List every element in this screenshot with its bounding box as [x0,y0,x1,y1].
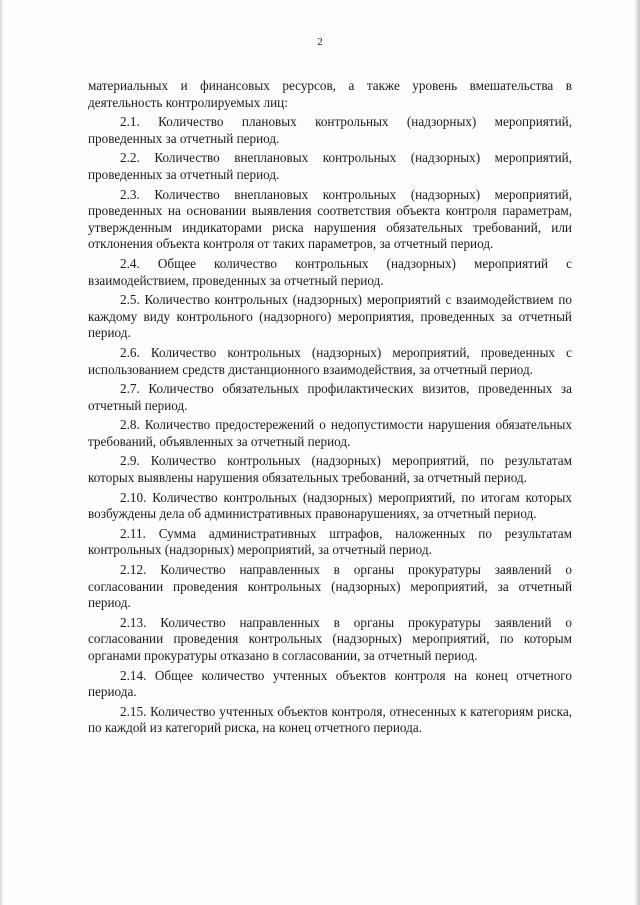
paragraph-2-9: 2.9. Количество контрольных (надзорных) мероприятий, по результатам которых выявлены нарушения обязательных требований, за отчетный период. [88,453,572,486]
paragraph-2-10: 2.10. Количество контрольных (надзорных) мероприятий, по итогам которых возбуждены дела об административных правонарушениях, за отчетный период. [88,489,572,522]
paragraph-2-7: 2.7. Количество обязательных профилактических визитов, проведенных за отчетный период. [88,381,572,413]
paragraph-2-6: 2.6. Количество контрольных (надзорных) мероприятий, проведенных с использованием средств дистанционного взаимодействия, за отчетный период. [88,344,572,377]
document-body [88,78,572,740]
scan-edge-right [635,0,640,905]
paragraph-2-11: 2.11. Сумма административных штрафов, наложенных по результатам контрольных (надзорных) мероприятий, за отчетный период. [88,525,572,558]
paragraph-2-3: 2.3. Количество внеплановых контрольных (надзорных) мероприятий, проведенных на основании выявления соответствия объекта контроля параметрам, утвержденным индикаторами риска нарушения обязательных требований, или отклонения объекта контроля от таких параметров, за отчетный период. [88,186,572,252]
paragraph-2-12: 2.12. Количество направленных в органы прокуратуры заявлений о согласовании проведения контрольных (надзорных) мероприятий, за отчетный период. [88,562,572,611]
paragraph-2-1: 2.1. Количество плановых контрольных (надзорных) мероприятий, проведенных за отчетный период. [88,114,572,146]
paragraph-intro: материальных и финансовых ресурсов, а также уровень вмешательства в деятельность контролируемых лиц: [88,78,572,110]
paragraph-2-2: 2.2. Количество внеплановых контрольных (надзорных) мероприятий, проведенных за отчетный период. [88,150,572,182]
paragraph-2-14: 2.14. Общее количество учтенных объектов контроля на конец отчетного периода. [88,667,572,700]
paragraph-2-15: 2.15. Количество учтенных объектов контроля, отнесенных к категориям риска, по каждой из категорий риска, на конец отчетного периода. [88,703,572,736]
page-number: 2 [317,36,323,48]
paragraph-2-4: 2.4. Общее количество контрольных (надзорных) мероприятий с взаимодействием, проведенных за отчетный период. [88,255,572,288]
scan-edge-left [0,0,3,905]
paragraph-2-8: 2.8. Количество предостережений о недопустимости нарушения обязательных требований, объявленных за отчетный период. [88,417,572,449]
paragraph-2-5: 2.5. Количество контрольных (надзорных) мероприятий с взаимодействием по каждому виду контрольного (надзорного) мероприятия, проведенных за отчетный период. [88,292,572,341]
paragraph-2-13: 2.13. Количество направленных в органы прокуратуры заявлений о согласовании проведения контрольных (надзорных) мероприятий, по которым органами прокуратуры отказано в согласовании, за отчетный период. [88,614,572,663]
